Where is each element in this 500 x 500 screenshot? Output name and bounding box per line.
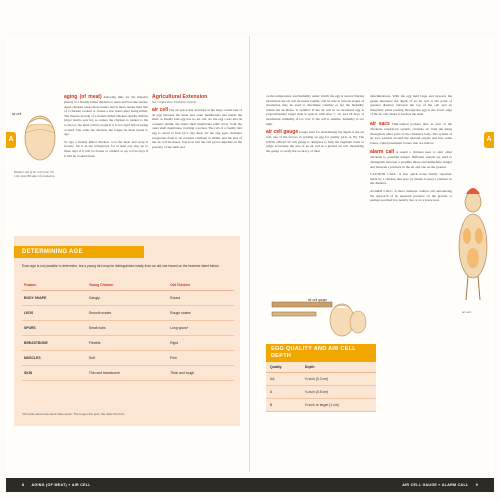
table-cell: A — [266, 386, 301, 399]
section-tab-right: A — [484, 132, 494, 148]
entry-air-sacs-alarm — [370, 94, 452, 203]
table-cell: ¾ inch (0.5 cm) — [301, 386, 376, 399]
right-page — [250, 36, 494, 472]
table-row — [22, 291, 234, 306]
table-cell: Long spurs* — [168, 321, 234, 336]
table-header-row — [266, 362, 376, 373]
table-cell: B — [266, 399, 301, 412]
entry-text-alarm-call: A sound a chicken uses to alert other chickens to potential danger. Different sounds are used to distinguish between a possible threat and immediate danger and between a predator in the air and one on the ground. — [370, 150, 452, 169]
table-header: Quality — [266, 362, 301, 373]
table-cell: SKIN — [22, 366, 87, 381]
table-cell: Rough scales — [168, 306, 234, 321]
determining-age-title: DETERMINING AGE — [14, 246, 144, 258]
table-header: Feature — [22, 280, 87, 291]
section-tab-left: A — [6, 132, 16, 148]
table-cell: Smooth scales — [87, 306, 168, 321]
table-header-row — [22, 280, 234, 291]
entry-text-alarm-call-2: ALARM CALL. A more insistent caution call announcing the approach of an apparent predator on the ground or perhaps perched in a nearby tree or on a fence post. — [370, 188, 452, 203]
page-number-left: 8 — [22, 483, 25, 487]
air-sacs-chicken-illustration — [454, 176, 492, 306]
table-cell: SPURS — [22, 321, 87, 336]
egg-quality-title: EGG QUALITY AND AIR CELL DEPTH — [266, 344, 376, 362]
entry-term-aging: aging (of meat) — [64, 94, 102, 100]
determining-age-panel — [14, 236, 240, 426]
entry-text-air-sacs: Thin-walled pockets that, as part of the chicken's respiratory system, circulate air from the lungs throughout other parts of the chicken's body. The system of air sacs extends around the internal organs and into some bones, called pneumatic bones, that are hollow. — [370, 121, 452, 145]
table-row — [266, 386, 376, 399]
table-cell: Soft — [87, 351, 168, 366]
table-cell: BODY SHAPE — [22, 291, 87, 306]
table-cell: LEGS — [22, 306, 87, 321]
table-row — [266, 399, 376, 412]
table-cell: Thick and tough — [168, 366, 234, 381]
gauge-continued-text: determinations. With the egg held large end upward, the gauge measures the depth of an air cell at the point of greatest distance between the top of the cell and an imaginary plane passing through the egg at the lower edge of the air cell where it touches the shell. — [370, 94, 452, 117]
entry-term-air-cell-gauge: air cell gauge — [266, 129, 299, 136]
table-row — [22, 366, 234, 381]
table-cell: BREASTBONE — [22, 336, 87, 351]
air-cell-egg-illustration — [20, 108, 60, 166]
determining-age-intro: Even age is not possible to determine, but a young bird may be distinguished easily from an old one based on the features listed below. — [22, 264, 220, 268]
table-header: Young Chicken — [87, 280, 168, 291]
table-cell: Firm — [168, 351, 234, 366]
entry-text-air-cell-gauge: Gauge used for determining the depth of the air cell, one of the factors in grading an egg for quality (AA, A, B). The USDA official air cell gauge is designed to help the beginner learn to judge accurately the size of an air cell as a graded air cell, measuring the gauge to verify the accuracy of their — [266, 130, 364, 153]
entry-text-air-cell: The air space that develops at the large, round end of an egg between the inner and outer membranes just inside the shell. A freshly laid egg has no air cell. As the egg cools and its contents shrink, the inner shell membrane pulls away from the outer shell membrane, forming a pocket. The cell of a freshly laid egg is about ⅛ inch (0.3 cm) deep. As the egg ages, moisture evaporates from it, its contents continue to shrink, and the size of the air cell increases. Just how fast the cell grows depends on the porosity of the shell and — [152, 107, 242, 149]
air-cell-continued-text: on the temperature and humidity under which the egg is stored. During incubation the air cell increases rapidly, and its size at various stages of incubation may be used to determine whether or not the humidity within the incubator is optimal. If the air cell in an incubated egg is proportionately larger than is typical with after 7, 14, and 18 days of incubation, humidity is too low; if the cell is smaller, humidity is too high. — [266, 94, 364, 126]
table-row — [22, 336, 234, 351]
entry-text-caution-call: CAUTION CALL. A few quick notes briefly repeated, made by a chicken that sees (or thinks it sees) a predator in the distance. — [370, 172, 452, 186]
table-cell: Round — [168, 291, 234, 306]
table-cell: Flexible — [87, 336, 168, 351]
entry-air-cell-continued — [266, 94, 364, 154]
entry-term-air-cell: air cell — [152, 106, 168, 113]
entry-air-cell — [152, 94, 242, 149]
entry-sub-extension: See Cooperative Extension System — [152, 100, 196, 104]
entry-term-extension: Agricultural Extension — [152, 94, 208, 100]
running-head-right: AIR CELL GAUGE » ALARM CALL — [402, 483, 469, 487]
table-row — [22, 321, 234, 336]
entry-term-alarm-call: alarm call — [370, 149, 395, 156]
page-number-right: 9 — [475, 483, 478, 487]
air-cell-figure-label: air cell — [12, 112, 22, 116]
egg-quality-panel — [266, 344, 376, 420]
air-sacs-figure-caption: air sacs — [462, 310, 472, 314]
table-cell: ⅛ inch (0.3 cm) — [301, 373, 376, 386]
footer-right — [250, 478, 494, 492]
table-row — [22, 351, 234, 366]
table-cell: Thin and translucent — [87, 366, 168, 381]
air-cell-figure-caption: Relative size of air cell in the 7th, 14th, and 18th days of incubation. — [14, 170, 56, 178]
gauge-label: air cell gauge — [308, 298, 327, 302]
table-header: Depth — [301, 362, 376, 373]
entry-text-aging-2: To age a freshly killed chicken, cool the meat and wrap it loosely. Set it in the refrigerator for at least one day, up to three days if it will be frozen or canned, or up to five days if it will be cooked fresh. — [64, 139, 148, 158]
table-cell: ⅜ inch or larger (1 cm) — [301, 399, 376, 412]
table-cell: Small nubs — [87, 321, 168, 336]
table-row — [266, 373, 376, 386]
running-head-left: AGING (OF MEAT) » AIR CELL — [31, 483, 91, 487]
entry-term-air-sacs: air sacs — [370, 120, 390, 127]
egg-quality-table — [266, 362, 376, 412]
table-cell: Gangly — [87, 291, 168, 306]
left-page — [6, 36, 250, 472]
determining-age-table — [22, 280, 234, 381]
footer-left — [6, 478, 250, 492]
determining-age-footnote: *All cocks and some hens have spurs. The longer the spur, the older the bird. — [22, 412, 125, 416]
entry-aging — [64, 94, 148, 158]
table-cell: MUSCLES — [22, 351, 87, 366]
table-row — [22, 306, 234, 321]
table-cell: AA — [266, 373, 301, 386]
table-header: Old Chicken — [168, 280, 234, 291]
entry-text-aging: Allowing time for the muscles (meat) of a freshly killed chicken to relax and become tender. Aged chicken roasts more tender and is more tender than that of a chicken cooked or frozen a few hours after being killed. The muscle protein of a freshly killed chicken rapidly stiffens (rigor mortis sets in), so unless the chicken is rushed to the cook pot, the meat will be tough if it is not aged before being cooked. The older the chicken, the longer its meat needs to age. — [64, 95, 148, 137]
table-cell: Rigid — [168, 336, 234, 351]
